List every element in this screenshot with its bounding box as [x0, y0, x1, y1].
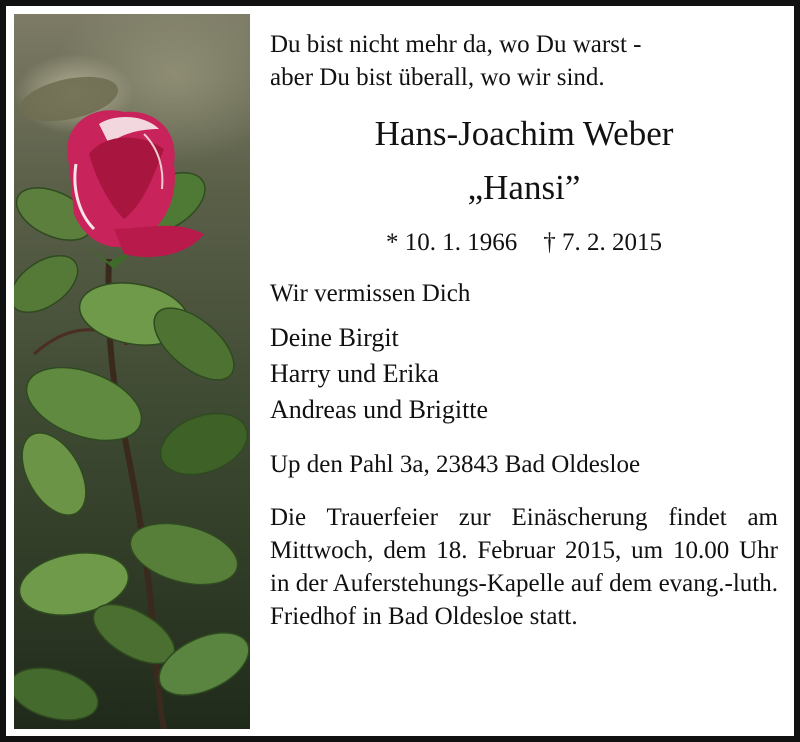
mourners-intro: Wir vermissen Dich — [270, 280, 471, 307]
motto-line-1: Du bist nicht mehr da, wo Du warst - — [270, 31, 642, 58]
mourner-name: Andreas und Brigitte — [270, 395, 489, 424]
motto-line-2: aber Du bist überall, wo wir sind. — [270, 64, 605, 91]
life-dates — [270, 226, 778, 259]
birth-date: * 10. 1. 1966 — [386, 229, 518, 256]
funeral-notice: Die Trauerfeier zur Einäscherung findet am Mittwoch, dem 18. Februar 2015, um 10.00 Uhr in der Auferstehungs-Kapelle auf dem evang.-luth. Friedhof in Bad Oldesloe statt. — [270, 504, 778, 630]
death-date: † 7. 2. 2015 — [543, 229, 662, 256]
notice-text — [270, 28, 778, 633]
rose-illustration — [14, 14, 250, 729]
address: Up den Pahl 3a, 23843 Bad Oldesloe — [270, 451, 641, 478]
deceased-nickname: „Hansi” — [467, 168, 581, 207]
mourner-name: Harry und Erika — [270, 359, 439, 388]
deceased-name: Hans-Joachim Weber — [374, 114, 674, 153]
rose-photo — [14, 14, 250, 729]
mourner-name: Deine Birgit — [270, 323, 399, 352]
mourner-list — [270, 320, 778, 428]
